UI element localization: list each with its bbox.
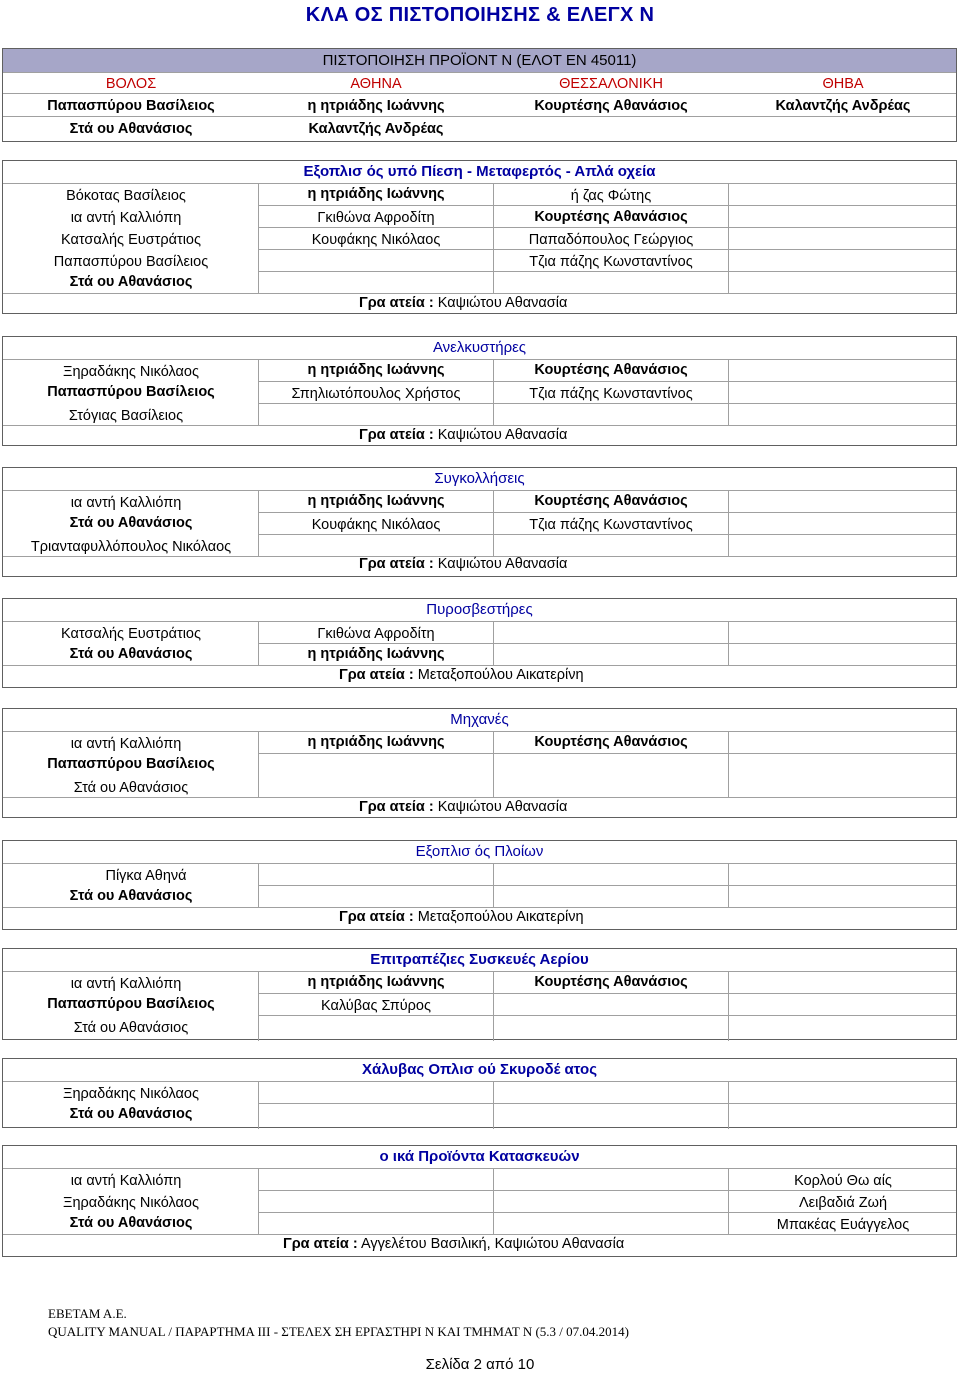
secretariat-value: Καψιώτου Αθανασία	[437, 799, 568, 815]
member-name: Κουφάκης Νικόλαος	[311, 517, 441, 533]
section-machines	[2, 708, 957, 818]
section-header: Εξοπλισ ός Πλοίων	[415, 843, 544, 860]
section-pressure-equipment	[2, 160, 957, 314]
cert-person: η ητριάδης Ιωάννης	[307, 98, 445, 114]
section-header: Επιτραπέζιες Συσκευές Αερίου	[370, 951, 589, 968]
member-name: Στά ου Αθανάσιος	[69, 1215, 193, 1231]
cert-person: Στά ου Αθανάσιος	[69, 121, 193, 137]
member-name: Στά ου Αθανάσιος	[73, 1020, 189, 1036]
secretariat-value: Μεταξοπούλου Αικατερίνη	[417, 667, 584, 683]
cert-person: Κουρτέσης Αθανάσιος	[534, 98, 688, 114]
member-name: η ητριάδης Ιωάννης	[307, 734, 445, 750]
section-marine-equipment	[2, 840, 957, 930]
member-name: Τζια πάζης Κωνσταντίνος	[529, 517, 693, 533]
section-header: Χάλυβας Οπλισ ού Σκυροδέ ατος	[361, 1061, 598, 1078]
member-name: Παπασπύρου Βασίλειος	[53, 254, 209, 270]
city-thiva: ΘΗΒΑ	[822, 76, 864, 92]
cert-person: Καλαντζής Ανδρέας	[775, 98, 911, 114]
member-name: ια αντή Καλλιόπη	[70, 495, 182, 511]
member-name: Στά ου Αθανάσιος	[69, 1106, 193, 1122]
member-name: Στά ου Αθανάσιος	[69, 274, 193, 290]
secretariat-row	[359, 556, 567, 572]
member-name: Γκιθώνα Αφροδίτη	[317, 210, 435, 226]
member-name: Στόγιας Βασίλειος	[68, 408, 184, 424]
member-name: Τριανταφυλλόπουλος Νικόλαος	[30, 539, 232, 555]
secretariat-label: Γρα ατεία :	[359, 799, 434, 815]
section-header: ο ικά Προϊόντα Κατασκευών	[379, 1148, 580, 1165]
member-name: Ξηραδάκης Νικόλαος	[63, 1195, 199, 1211]
city-thessaloniki: ΘΕΣΣΑΛΟΝΙΚΗ	[559, 76, 663, 92]
member-name: Παπασπύρου Βασίλειος	[47, 756, 215, 772]
secretariat-label: Γρα ατεία :	[359, 556, 434, 572]
member-name: η ητριάδης Ιωάννης	[307, 974, 445, 990]
cert-person: Παπασπύρου Βασίλειος	[47, 98, 215, 114]
section-header: Ανελκυστήρες	[432, 339, 527, 356]
page-title: ΚΛΑ ΟΣ ΠΙΣΤΟΠΟΙΗΣΗΣ & ΕΛΕΓΧ Ν	[305, 4, 655, 26]
page-number: Σελίδα 2 από 10	[425, 1356, 535, 1373]
member-name: Καλύβας Σπύρος	[321, 998, 431, 1014]
section-header: Μηχανές	[450, 711, 509, 728]
secretariat-row	[359, 295, 567, 311]
secretariat-label: Γρα ατεία :	[339, 667, 414, 683]
certification-box	[2, 48, 957, 142]
member-name: ή ζας Φώτης	[570, 188, 652, 204]
member-name: η ητριάδης Ιωάννης	[307, 646, 445, 662]
section-header: Πυροσβεστήρες	[426, 601, 533, 618]
section-header: Εξοπλισ ός υπό Πίεση - Μεταφερτός - Απλά οχεία	[303, 163, 656, 180]
member-name: ια αντή Καλλιόπη	[70, 736, 182, 752]
member-name: Ξηραδάκης Νικόλαος	[63, 364, 199, 380]
secretariat-row	[339, 909, 584, 925]
secretariat-value: Αγγελέτου Βασιλική, Καψιώτου Αθανασία	[360, 1236, 625, 1252]
member-name: Μπακέας Ευάγγελος	[776, 1217, 910, 1233]
member-name: Πίγκα Αθηνά	[105, 868, 187, 884]
certification-header: ΠΙΣΤΟΠΟΙΗΣΗ ΠΡΟΪΟΝΤ Ν (ΕΛΟΤ ΕΝ 45011)	[3, 49, 956, 72]
member-name: Τζια πάζης Κωνσταντίνος	[529, 386, 693, 402]
section-reinforcing-steel	[2, 1058, 957, 1128]
secretariat-row	[339, 667, 584, 683]
secretariat-label: Γρα ατεία :	[359, 427, 434, 443]
member-name: Κουρτέσης Αθανάσιος	[534, 974, 688, 990]
cert-person: Καλαντζής Ανδρέας	[308, 121, 444, 137]
member-name: ια αντή Καλλιόπη	[70, 210, 182, 226]
member-name: Κορλού Θω αίς	[794, 1173, 892, 1189]
member-name: Κουρτέσης Αθανάσιος	[534, 362, 688, 378]
member-name: ια αντή Καλλιόπη	[70, 1173, 182, 1189]
member-name: Γκιθώνα Αφροδίτη	[317, 626, 435, 642]
section-fire-extinguishers	[2, 598, 957, 688]
secretariat-row	[283, 1236, 624, 1252]
section-header: Συγκολλήσεις	[434, 470, 525, 487]
section-welding	[2, 467, 957, 577]
secretariat-row	[359, 427, 567, 443]
member-name: Κουφάκης Νικόλαος	[311, 232, 441, 248]
secretariat-value: Καψιώτου Αθανασία	[437, 427, 568, 443]
member-name: Λειβαδιά Ζωή	[798, 1195, 888, 1211]
member-name: Παπαδόπουλος Γεώργιος	[528, 232, 694, 248]
member-name: η ητριάδης Ιωάννης	[307, 186, 445, 202]
member-name: Κουρτέσης Αθανάσιος	[534, 734, 688, 750]
section-elevators	[2, 336, 957, 446]
secretariat-value: Καψιώτου Αθανασία	[437, 556, 568, 572]
member-name: η ητριάδης Ιωάννης	[307, 493, 445, 509]
member-name: Στά ου Αθανάσιος	[69, 515, 193, 531]
member-name: Κουρτέσης Αθανάσιος	[534, 209, 688, 225]
footer-company: ΕΒΕΤΑΜ Α.Ε.	[48, 1306, 127, 1321]
secretariat-label: Γρα ατεία :	[359, 295, 434, 311]
secretariat-value: Καψιώτου Αθανασία	[437, 295, 568, 311]
member-name: Σπηλιωτόπουλος Χρήστος	[291, 386, 461, 402]
section-gas-appliances	[2, 948, 957, 1040]
secretariat-label: Γρα ατεία :	[339, 909, 414, 925]
city-volos: ΒΟΛΟΣ	[105, 76, 157, 92]
secretariat-row	[359, 799, 567, 815]
member-name: Τζια πάζης Κωνσταντίνος	[529, 254, 693, 270]
member-name: Στά ου Αθανάσιος	[69, 646, 193, 662]
member-name: Κατσαλής Ευστράτιος	[61, 626, 201, 642]
member-name: Παπασπύρου Βασίλειος	[47, 384, 215, 400]
footer-manual: QUALITY MANUAL / ΠΑΡΑΡΤΗΜΑ ΙΙΙ - ΣΤΕΛΕΧ ΣΗ ΕΡΓΑΣΤΗΡΙ Ν ΚΑΙ ΤΜΗΜΑΤ Ν (5.3 / 07.04.2014)	[48, 1324, 629, 1339]
member-name: Βόκοτας Βασίλειος	[66, 188, 186, 204]
member-name: Κατσαλής Ευστράτιος	[61, 232, 201, 248]
city-athina: ΑΘΗΝΑ	[350, 76, 402, 92]
member-name: Στά ου Αθανάσιος	[69, 888, 193, 904]
secretariat-label: Γρα ατεία :	[283, 1236, 358, 1252]
section-construction-products	[2, 1145, 957, 1257]
member-name: Παπασπύρου Βασίλειος	[47, 996, 215, 1012]
member-name: η ητριάδης Ιωάννης	[307, 362, 445, 378]
member-name: Ξηραδάκης Νικόλαος	[63, 1086, 199, 1102]
member-name: Κουρτέσης Αθανάσιος	[534, 493, 688, 509]
member-name: ια αντή Καλλιόπη	[70, 976, 182, 992]
member-name: Στά ου Αθανάσιος	[73, 780, 189, 796]
secretariat-value: Μεταξοπούλου Αικατερίνη	[417, 909, 584, 925]
